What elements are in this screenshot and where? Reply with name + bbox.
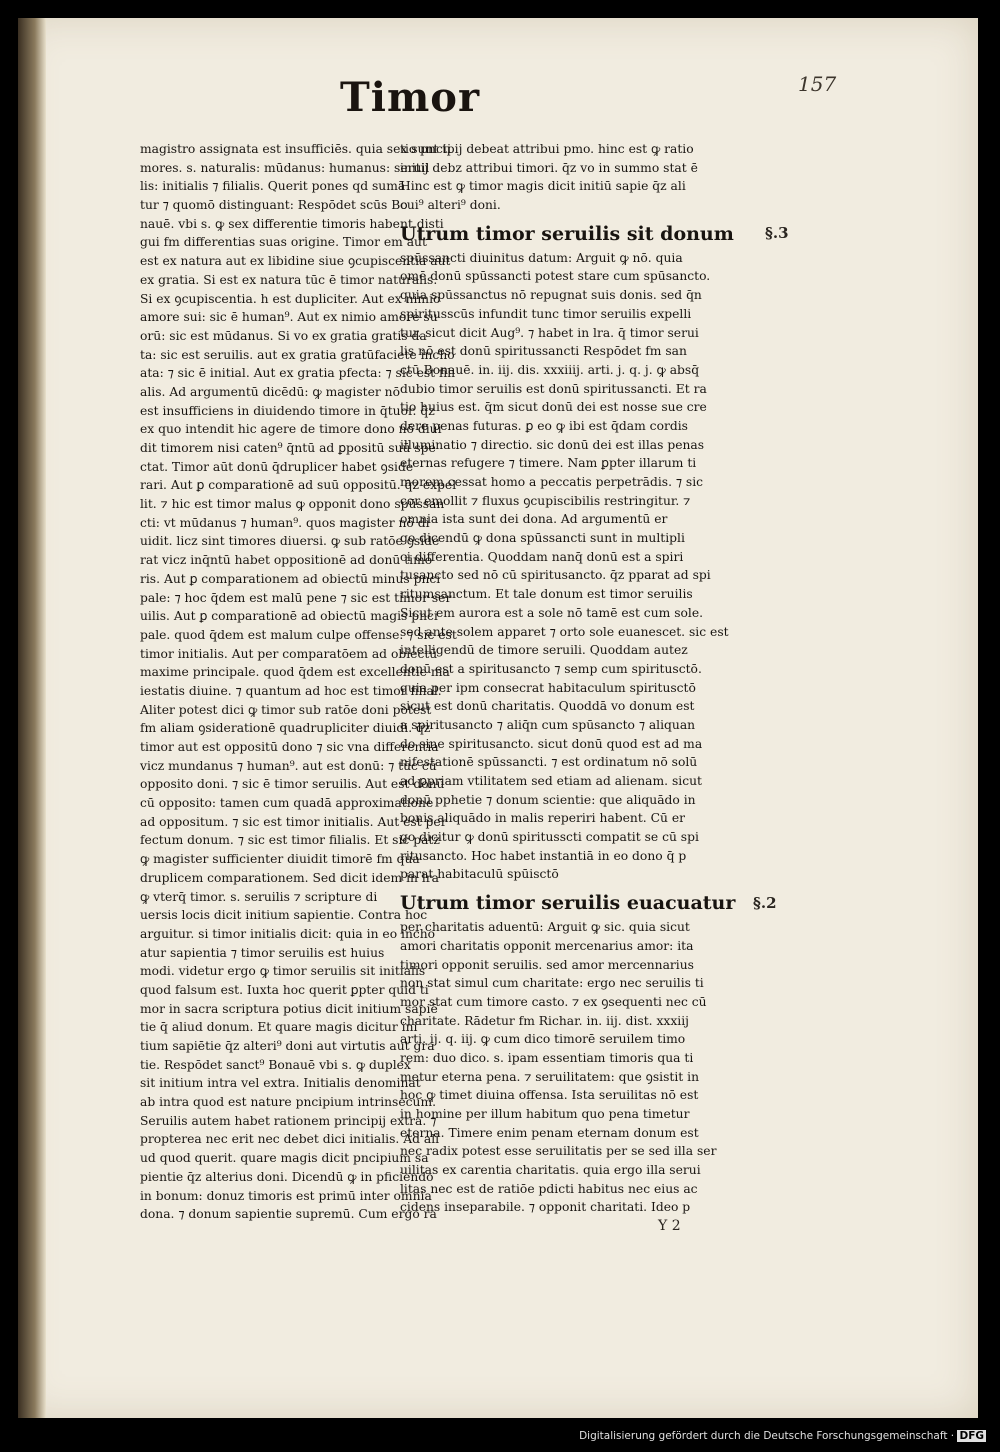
digitization-footer	[579, 1430, 986, 1442]
text-line: ctū Bonauē. in. iij. dis. xxxiiij. arti. j. q. j. ꝙ absq̄	[400, 362, 700, 377]
text-line: sed ante solem apparet ⁊ orto sole euanescet. sic est	[400, 624, 729, 639]
text-line: cidens inseparabile. ⁊ opponit charitati. Ideo p	[400, 1200, 691, 1215]
text-line: rem: duo dico. s. ipam essentiam timoris qua ti	[400, 1050, 694, 1065]
text-line: omnia ista sunt dei dona. Ad argumentū er	[400, 512, 668, 527]
text-line: Aliter potest dici ꝙ timor sub ratōe doni potest	[140, 702, 432, 717]
section-heading-2: Utrum timor seruilis euacuatur	[400, 892, 736, 915]
text-line: cū opposito: tamen cum quadā approximatione	[140, 796, 434, 811]
text-line: rat vicz inq̄ntū habet oppositionē ad donū timo	[140, 553, 433, 568]
text-line: spiritusscūs infundit tunc timor seruilis expelli	[400, 306, 692, 321]
text-line: cor emollit ⁊ fluxus ꝯcupiscibilis restringitur. ⁊	[400, 493, 691, 508]
text-line: ꝙ magister sufficienter diuidit timorē fm qua	[140, 852, 420, 867]
text-line: orū: sic est mūdanus. Si vo ex gratia gratis da	[140, 328, 427, 343]
right-column-part-a	[400, 140, 750, 215]
text-line: ad oppositum. ⁊ sic est timor initialis. Aut est per	[140, 814, 447, 829]
text-line: pale. quod q̄dem est malum culpe offense. ⁊ sic est	[140, 627, 457, 642]
text-line: gui fm differentias suas origine. Timor em aut	[140, 235, 427, 250]
text-line: amore sui: sic ē human⁹. Aut ex nimio amore su	[140, 310, 438, 325]
text-line: ritumsanctum. Et tale donum est timor seruilis	[400, 587, 693, 602]
text-line: hoc ꝙ timet diuina offensa. Ista seruilitas nō est	[400, 1088, 699, 1103]
right-column	[400, 140, 750, 1217]
signature-mark: Y 2	[658, 1218, 681, 1234]
text-line: go dicitur ꝙ donū spiritusscti compatit se cū spi	[400, 830, 699, 845]
text-line: sicut est donū charitatis. Quoddā vo donum est	[400, 699, 695, 714]
text-line: ctat. Timor aūt donū q̄druplicer habet ꝯside	[140, 459, 414, 474]
text-line: tur ⁊ quomō distinguant: Respōdet scūs Bo	[140, 198, 408, 213]
text-line: dere penas futuras. ꝑ eo ꝙ ibi est q̄dam cordis	[400, 418, 688, 433]
text-line: tusancto sed nō cū spiritusancto. q̄z pparat ad spi	[400, 568, 711, 583]
text-line: uersis locis dicit initium sapientie. Contra hoc	[140, 908, 428, 923]
text-line: tur. sicut dicit Aug⁹. ⁊ habet in lra. q̄ timor serui	[400, 325, 699, 340]
text-line: amori charitatis opponit mercenarius amor: ita	[400, 938, 694, 953]
text-line: opposito doni. ⁊ sic ē timor seruilis. Aut est donū	[140, 777, 445, 792]
text-line: uidit. licz sint timores diuersi. ꝙ sub ratōe ꝯside	[140, 534, 440, 549]
text-line: lit. ⁊ hic est timor malus ꝙ opponit dono spūssan	[140, 497, 445, 512]
text-line: fm aliam ꝯsiderationē quadrupliciter diuidi. q̄z	[140, 721, 431, 736]
text-line: charitate. Rādetur fm Richar. in. iij. dist. xxxiij	[400, 1013, 689, 1028]
text-line: timori opponit seruilis. sed amor mercennarius	[400, 957, 694, 972]
text-line: uilis. Aut ꝑ comparationē ad obiectū magis pnci	[140, 609, 438, 624]
text-line: dit timorem nisi caten⁹ q̄ntū ad ꝑpositū suū spe	[140, 441, 436, 455]
text-line: donū pphetie ⁊ donum scientie: que aliquādo in	[400, 792, 696, 807]
margin-note-1: §.3	[765, 224, 789, 242]
text-line: arti. ij. q. iij. ꝙ cum dico timorē seruilem timo	[400, 1032, 686, 1047]
text-line: cti: vt mūdanus ⁊ human⁹. quos magister nō di	[140, 515, 430, 530]
text-line: parat habitaculū spūisctō	[400, 867, 559, 882]
text-line: illuminatio ⁊ directio. sic donū dei est illas penas	[400, 437, 705, 452]
text-line: rari. Aut ꝑ comparationē ad suū oppositū. q̄z expel	[140, 478, 457, 493]
text-line: nauē. vbi s. ꝙ sex differentie timoris habent disti	[140, 216, 444, 231]
text-line: ris. Aut ꝑ comparationem ad obiectū minus pnci	[140, 571, 441, 586]
running-head: Timor	[340, 74, 481, 121]
text-line: tio pncipij debeat attribui pmo. hinc est ꝙ ratio	[400, 142, 694, 156]
text-line: ad ꝑpriam vtilitatem sed etiam ad alienam. sicut	[400, 774, 702, 788]
dfg-logo: DFG	[959, 1430, 984, 1442]
text-line: propterea nec erit nec debet dici initialis. Ad ali	[140, 1132, 440, 1147]
text-line: cui⁹ alteri⁹ doni.	[400, 198, 501, 213]
text-line: ata: ⁊ sic ē initial. Aut ex gratia pfecta: ⁊ sic est fili	[140, 366, 456, 381]
text-line: vicz mundanus ⁊ human⁹. aut est donū: ⁊ tūc cū	[140, 758, 437, 773]
text-line: mores. s. naturalis: mūdanus: humanus: seruil	[140, 160, 430, 175]
text-line: ex quo intendit hic agere de timore dono nō diui	[140, 422, 442, 437]
text-line: per charitatis aduentū: Arguit ꝙ sic. quia sicut	[400, 920, 690, 935]
footer-text: Digitalisierung gefördert durch die Deutsche Forschungsgemeinschaft ·	[579, 1430, 955, 1442]
text-line: mor in sacra scriptura potius dicit initium sapiē	[140, 1001, 438, 1016]
text-line: arguitur. si timor initialis dicit: quia in eo incho	[140, 926, 436, 941]
text-line: sit initium intra vel extra. Initialis denominat	[140, 1076, 421, 1091]
text-line: ab intra quod est nature pncipium intrinsecum.	[140, 1095, 437, 1110]
text-line: iestatis diuine. ⁊ quantum ad hoc est timor filial.	[140, 683, 442, 698]
text-line: fectum donum. ⁊ sic est timor filialis. Et sic patz	[140, 833, 440, 848]
right-column-part-b	[400, 249, 750, 884]
text-line: metur eterna pena. ⁊ seruilitatem: que ꝯsistit in	[400, 1069, 699, 1084]
text-line: pientie q̄z alterius doni. Dicendū ꝙ in pficiendo	[140, 1169, 434, 1184]
text-line: eternas refugere ⁊ timere. Nam ꝑpter illarum ti	[400, 456, 697, 471]
text-line: eterna. Timere enim penam eternam donum est	[400, 1125, 699, 1140]
text-line: est ex natura aut ex libidine siue ꝯcupiscentia aut	[140, 254, 451, 269]
text-line: uilitas ex carentia charitatis. quia ergo illa serui	[400, 1163, 701, 1178]
text-line: modi. videtur ergo ꝙ timor seruilis sit initialis	[140, 964, 426, 979]
text-line: tio huius est. q̄m sicut donū dei est nosse sue cre	[400, 400, 707, 415]
text-line: initij debz attribui timori. q̄z vo in summo stat ē	[400, 160, 698, 175]
text-line: lis: initialis ⁊ filialis. Querit pones qd sumā	[140, 179, 406, 194]
text-line: ritusancto. Hoc habet instantiā in eo dono q̄ p	[400, 848, 687, 863]
right-column-part-c	[400, 918, 750, 1217]
text-line: do sine spiritusancto. sicut donū quod est ad ma	[400, 736, 703, 751]
page-gutter	[18, 18, 46, 1418]
text-line: quia spūssanctus nō repugnat suis donis. sed q̄n	[400, 288, 702, 303]
margin-note-2: §.2	[753, 894, 777, 912]
text-line: Sicut em aurora est a sole nō tamē est cum sole.	[400, 605, 704, 620]
text-line: Seruilis autem habet rationem principij extra. ⁊	[140, 1113, 437, 1128]
text-line: dona. ⁊ donum sapientie supremū. Cum ergo ra	[140, 1207, 437, 1222]
text-line: timor aut est oppositū dono ⁊ sic vna differentia	[140, 740, 439, 754]
text-line: intelligendū de timore seruili. Quoddam autez	[400, 643, 688, 658]
text-line: in bonum: donuz timoris est primū inter omnia	[140, 1188, 432, 1203]
text-line: bonis aliquādo in malis reperiri habent. Cū er	[400, 811, 685, 826]
text-line: dubio timor seruilis est donū spiritussancti. Et ra	[400, 381, 707, 396]
text-line: maxime principale. quod q̄dem est excellentie ma	[140, 665, 450, 680]
text-line: quod falsum est. Iuxta hoc querit ꝑpter quid ti	[140, 982, 429, 997]
text-line: alis. Ad argumentū dicēdū: ꝙ magister nō	[140, 384, 401, 399]
text-line: ꝙ vterq̄ timor. s. seruilis ⁊ scripture di	[140, 889, 378, 904]
text-line: nec radix potest esse seruilitatis per se sed illa ser	[400, 1144, 717, 1159]
text-line: quia per ipm consecrat habitaculum spiritusctō	[400, 680, 696, 695]
text-line: ex gratia. Si est ex natura tūc ē timor naturalis.	[140, 272, 438, 287]
text-line: tie. Respōdet sanct⁹ Bonauē vbi s. ꝙ duplex	[140, 1057, 411, 1072]
section-heading-1: Utrum timor seruilis sit donum	[400, 222, 734, 245]
text-line: magistro assignata est insufficiēs. quia sex sunt ti	[140, 142, 452, 156]
text-line: ta: sic est seruilis. aut ex gratia gratūfaciete incho	[140, 347, 455, 362]
text-line: lis nō est donū spiritussancti Respōdet fm san	[400, 344, 687, 359]
book-page	[18, 18, 978, 1418]
text-line: in homine per illum habitum quo pena timetur	[400, 1107, 690, 1121]
text-line: litas nec est de ratiōe pdicti habitus nec eius ac	[400, 1181, 698, 1196]
text-line: timor initialis. Aut per comparatōem ad obiectū	[140, 646, 438, 661]
text-line: morem cessat homo a peccatis perpetrādis. ⁊ sic	[400, 475, 704, 489]
text-line: pale: ⁊ hoc q̄dem est malū pene ⁊ sic est timor ser	[140, 590, 452, 605]
text-line: Hinc est ꝙ timor magis dicit initiū sapie q̄z ali	[400, 179, 686, 194]
text-line: a spiritusancto ⁊ aliq̄n cum spūsancto ⁊ aliquan	[400, 717, 696, 732]
text-line: donū est a spiritusancto ⁊ semp cum spiritusctō.	[400, 661, 702, 676]
text-line: tie q̄ aliud donum. Et quare magis dicitur ini	[140, 1020, 418, 1035]
text-line: omē donū spūssancti potest stare cum spūsancto.	[400, 269, 711, 284]
text-line: druplicem comparationem. Sed dicit idem in lra	[140, 870, 439, 885]
text-line: non stat simul cum charitate: ergo nec seruilis ti	[400, 976, 704, 991]
folio-number: 157	[798, 72, 837, 96]
text-line: ci differentia. Quoddam nanq̄ donū est a spiri	[400, 549, 684, 564]
text-line: go dicendū ꝙ dona spūssancti sunt in multipli	[400, 531, 685, 546]
text-line: est insufficiens in diuidendo timore in q̄tuor. q̄z	[140, 403, 435, 418]
text-line: Si ex ꝯcupiscentia. h est dupliciter. Aut ex nimio	[140, 291, 441, 306]
text-line: mor stat cum timore casto. ⁊ ex ꝯsequenti nec cū	[400, 994, 707, 1009]
text-line: tium sapiētie q̄z alteri⁹ doni aut virtutis aut gra	[140, 1039, 435, 1053]
text-line: atur sapientia ⁊ timor seruilis est huius	[140, 945, 385, 960]
text-line: nifestationē spūssancti. ⁊ est ordinatum nō solū	[400, 755, 698, 770]
text-line: spūssancti diuinitus datum: Arguit ꝙ nō. quia	[400, 250, 683, 265]
text-line: ud quod querit. quare magis dicit pncipium sa	[140, 1151, 429, 1166]
